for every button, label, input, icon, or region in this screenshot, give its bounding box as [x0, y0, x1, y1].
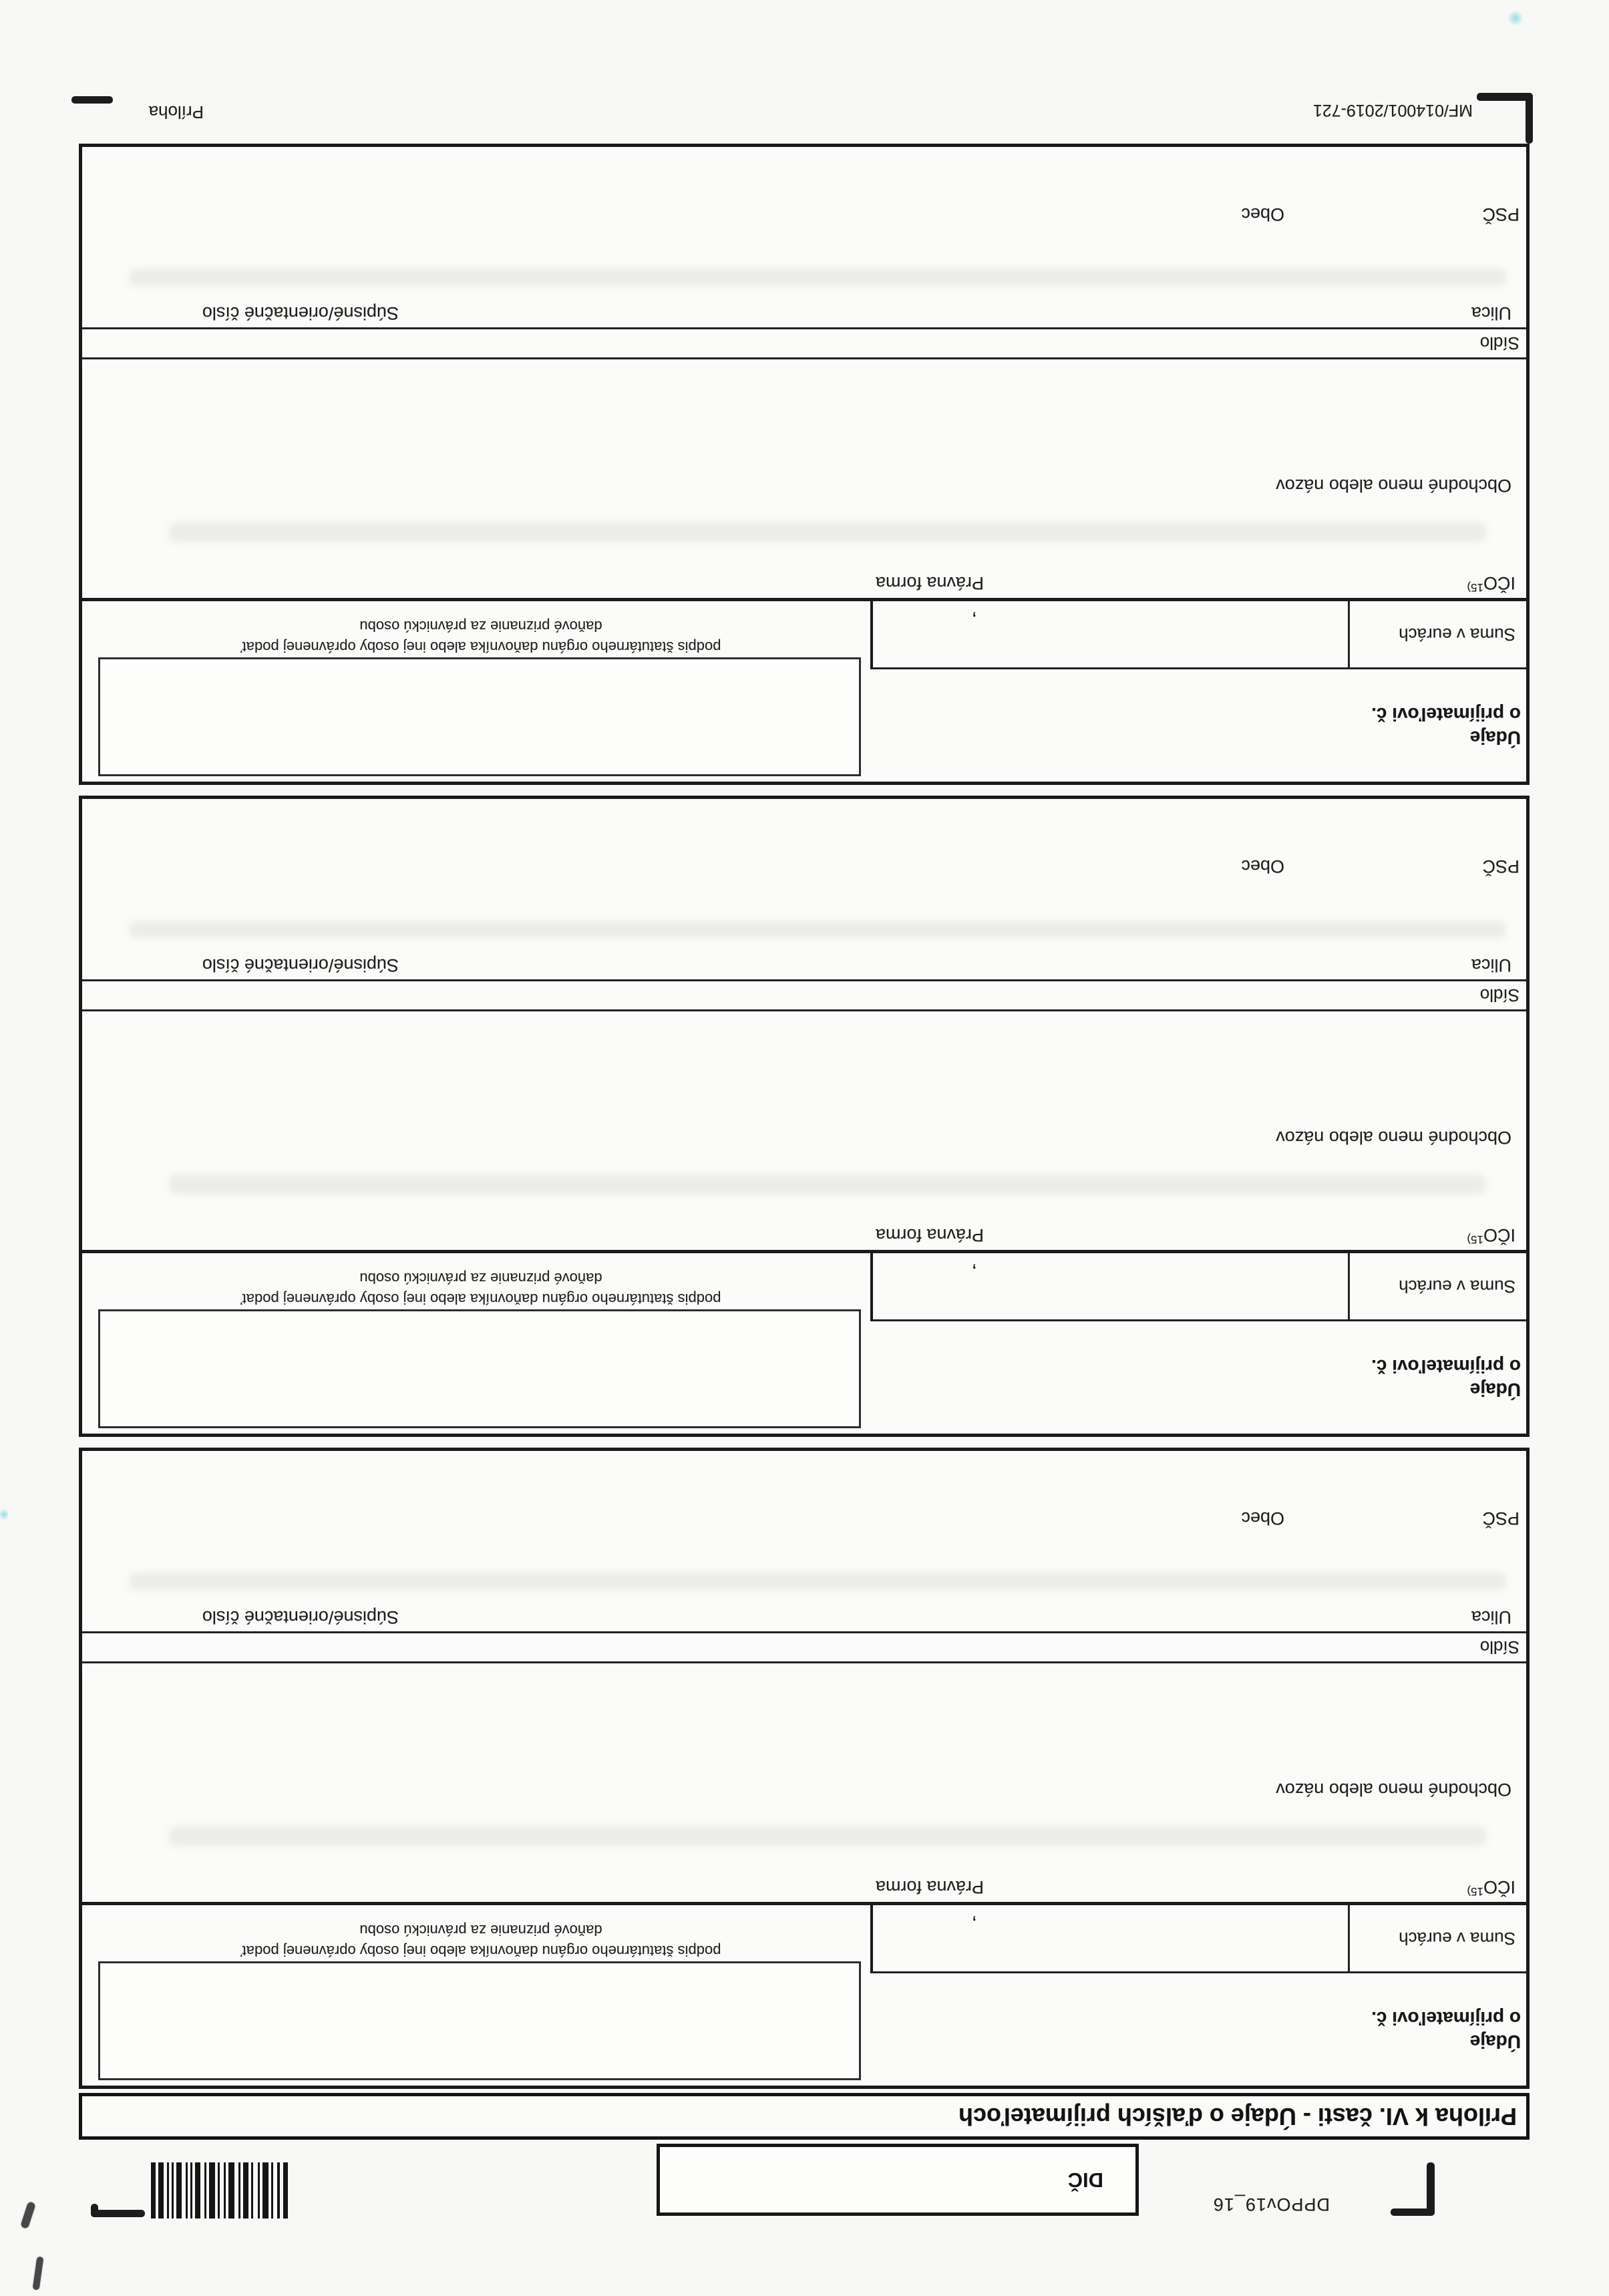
dic-field[interactable]: [665, 2151, 1022, 2208]
obec-label: Obec: [1241, 204, 1284, 224]
suma-label: Suma v eurách: [1399, 625, 1515, 645]
suma-band: [870, 1905, 1526, 1973]
recipient-block-1: [79, 1448, 1530, 2089]
decimal-comma: ,: [971, 1914, 977, 1936]
udaje-header: Údaje o prijímateľovi č.: [1371, 704, 1521, 748]
sidlo-header: [82, 327, 1526, 359]
suma-cents-field[interactable]: [878, 1909, 958, 1969]
suma-label: Suma v eurách: [1399, 1929, 1515, 1949]
ulica-field[interactable]: [416, 231, 1511, 298]
pravna-forma-label: Právna forma: [875, 1225, 984, 1245]
ico-label: IČO$^{15)}$: [1467, 1877, 1515, 1898]
supisne-cislo-field[interactable]: [98, 883, 399, 950]
scanner-ink-speck: [1507, 11, 1524, 25]
ulica-label: Ulica: [1471, 303, 1511, 323]
pravna-forma-field[interactable]: [96, 1150, 984, 1220]
crop-mark-top-left-v: [1427, 2162, 1435, 2216]
psc-label: PSČ: [1482, 204, 1519, 224]
obchodne-meno-label: Obchodné meno alebo názov: [1276, 1128, 1511, 1148]
obec-field[interactable]: [102, 804, 1284, 851]
recipient-block-2: [79, 796, 1530, 1437]
suma-euro-field[interactable]: [982, 1257, 1346, 1317]
priloha-footer-label: Príloha: [148, 102, 204, 122]
page-title: Príloha k VI. časti - Údaje o ďalších prijímateľoch: [958, 2103, 1517, 2130]
signature-caption: podpis štatutárneho orgánu daňovníka alebo inej osoby oprávnenej podať daňové priznanie za právnickú osobu: [240, 618, 721, 655]
psc-field[interactable]: [1292, 1456, 1519, 1503]
ico-field[interactable]: [1008, 498, 1515, 568]
block-header-row: [82, 598, 1526, 782]
crop-mark-top-right-v: [91, 2204, 98, 2217]
title-bar: [79, 2093, 1530, 2140]
ico-label: IČO$^{15)}$: [1467, 1225, 1515, 1246]
decimal-comma: ,: [971, 610, 977, 632]
sidlo-header: [82, 979, 1526, 1011]
recipient-block-3: [79, 144, 1530, 785]
obchodne-meno-label: Obchodné meno alebo názov: [1276, 476, 1511, 496]
ico-label: IČO$^{15)}$: [1467, 573, 1515, 594]
obec-label: Obec: [1241, 1508, 1284, 1528]
obec-field[interactable]: [102, 1456, 1284, 1503]
obchodne-meno-field[interactable]: [98, 1667, 1511, 1773]
obchodne-meno-label: Obchodné meno alebo názov: [1276, 1780, 1511, 1800]
ulica-field[interactable]: [416, 1535, 1511, 1602]
ulica-label: Ulica: [1471, 1607, 1511, 1627]
crop-mark-top-right-h: [91, 2210, 145, 2217]
signature-box[interactable]: [98, 1309, 861, 1428]
ministry-form-number: MF/014001/2019-721: [1312, 101, 1473, 120]
obchodne-meno-field[interactable]: [98, 363, 1511, 469]
suma-band: [870, 601, 1526, 669]
ico-field[interactable]: [1008, 1150, 1515, 1220]
psc-field[interactable]: [1292, 804, 1519, 851]
pravna-forma-field[interactable]: [96, 498, 984, 568]
supisne-cislo-field[interactable]: [98, 231, 399, 298]
supisne-cislo-field[interactable]: [98, 1535, 399, 1602]
sidlo-label: Sídlo: [1479, 985, 1519, 1005]
obec-field[interactable]: [102, 152, 1284, 199]
obchodne-meno-field[interactable]: [98, 1015, 1511, 1121]
suma-cents-field[interactable]: [878, 605, 958, 665]
suma-cents-field[interactable]: [878, 1257, 958, 1317]
supisne-cislo-label: Súpisné/orientačné číslo: [202, 955, 399, 975]
suma-label: Suma v eurách: [1399, 1277, 1515, 1297]
signature-caption: podpis štatutárneho orgánu daňovníka alebo inej osoby oprávnenej podať daňové priznanie za právnickú osobu: [240, 1922, 721, 1959]
udaje-header: Údaje o prijímateľovi č.: [1371, 1356, 1521, 1400]
pravna-forma-field[interactable]: [96, 1802, 984, 1872]
psc-label: PSČ: [1482, 856, 1519, 876]
signature-caption: podpis štatutárneho orgánu daňovníka alebo inej osoby oprávnenej podať daňové priznanie za právnickú osobu: [240, 1270, 721, 1307]
suma-band: [870, 1253, 1526, 1321]
suma-euro-field[interactable]: [982, 605, 1346, 665]
signature-box[interactable]: [98, 1961, 861, 2080]
suma-euro-field[interactable]: [982, 1909, 1346, 1969]
psc-field[interactable]: [1292, 152, 1519, 199]
barcode: [151, 2162, 288, 2219]
ulica-label: Ulica: [1471, 955, 1511, 975]
suma-cell-divider: [1348, 1905, 1350, 1971]
form-version-code: DPPOv19_16: [1212, 2194, 1330, 2215]
decimal-comma: ,: [971, 1262, 977, 1284]
ico-field[interactable]: [1008, 1802, 1515, 1872]
suma-cell-divider: [1348, 601, 1350, 667]
crop-mark-bottom-left-h: [1477, 93, 1533, 101]
pravna-forma-label: Právna forma: [875, 573, 984, 593]
supisne-cislo-label: Súpisné/orientačné číslo: [202, 303, 399, 323]
ulica-field[interactable]: [416, 883, 1511, 950]
obec-label: Obec: [1241, 856, 1284, 876]
crop-mark-bottom-right-h: [71, 96, 113, 104]
udaje-header: Údaje o prijímateľovi č.: [1371, 2008, 1521, 2052]
signature-box[interactable]: [98, 657, 861, 776]
dic-label: DIČ: [1067, 2168, 1103, 2192]
suma-cell-divider: [1348, 1253, 1350, 1319]
block-header-row: [82, 1902, 1526, 2086]
pravna-forma-label: Právna forma: [875, 1877, 984, 1897]
psc-label: PSČ: [1482, 1508, 1519, 1528]
sidlo-header: [82, 1631, 1526, 1663]
scanner-ink-speck: [0, 1507, 8, 1522]
sidlo-label: Sídlo: [1479, 1637, 1519, 1657]
dic-box: [657, 2144, 1139, 2216]
block-header-row: [82, 1250, 1526, 1434]
sidlo-label: Sídlo: [1479, 333, 1519, 353]
supisne-cislo-label: Súpisné/orientačné číslo: [202, 1607, 399, 1627]
